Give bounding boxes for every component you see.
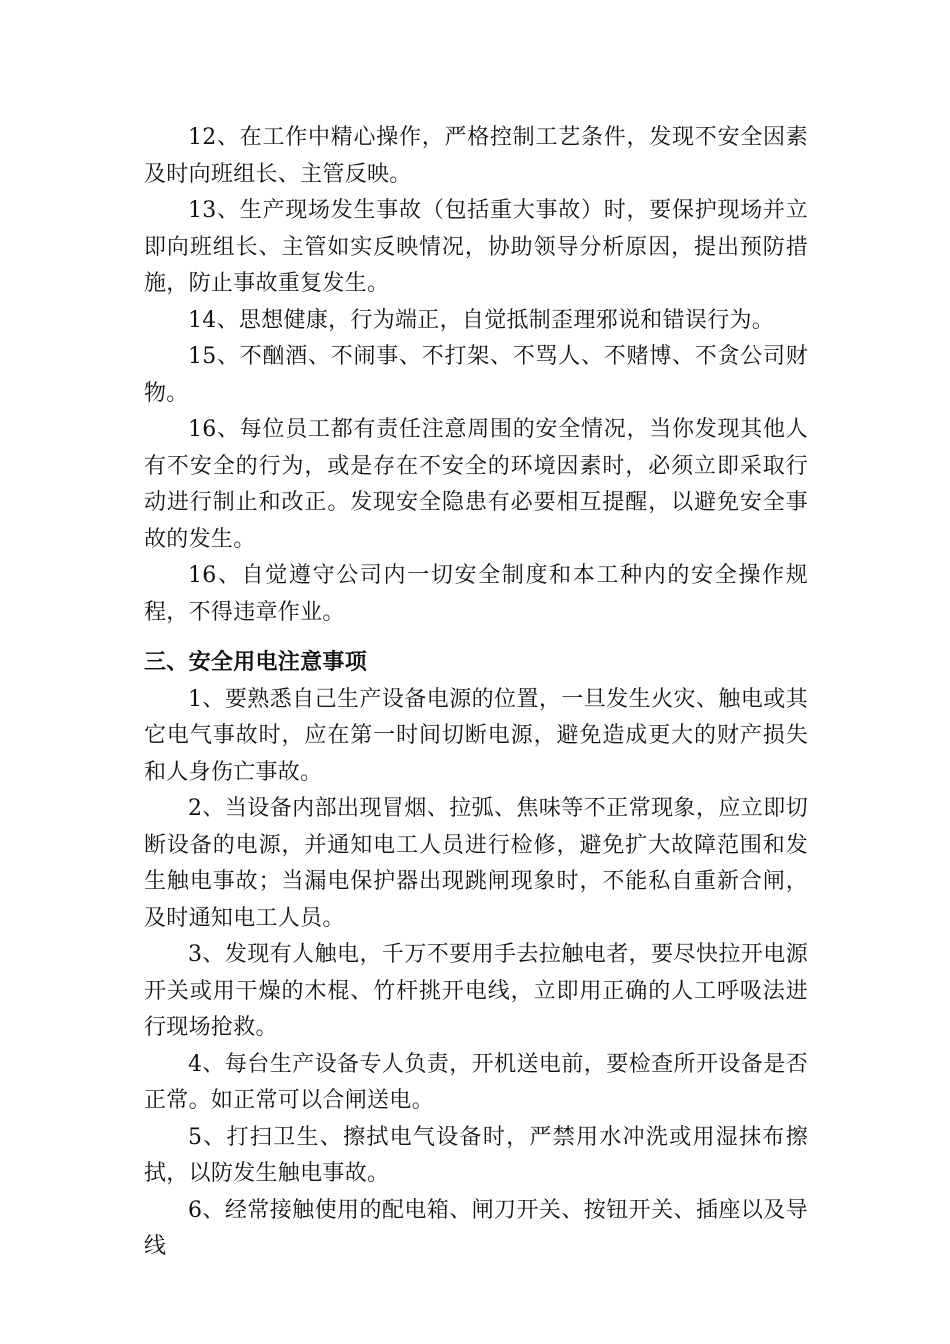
rule-item-14: 14、思想健康，行为端正，自觉抵制歪理邪说和错误行为。 xyxy=(188,307,775,333)
electric-item-1: 1、要熟悉自己生产设备电源的位置，一旦发生火灾、触电或其它电气事故时，应在第一时间切断电源，避免造成更大的财产损失和人身伤亡事故。 xyxy=(144,686,808,785)
electric-item-5: 5、打扫卫生、擦拭电气设备时，严禁用水冲洗或用湿抹布擦拭，以防发生触电事故。 xyxy=(144,1124,808,1186)
document-page xyxy=(144,120,808,1266)
rule-item-12: 12、在工作中精心操作，严格控制工艺条件，发现不安全因素及时向班组长、主管反映。 xyxy=(144,125,808,187)
electric-item-3: 3、发现有人触电，千万不要用手去拉触电者，要尽快拉开电源开关或用干燥的木棍、竹杆挑开电线，立即用正确的人工呼吸法进行现场抢救。 xyxy=(144,942,808,1040)
electric-item-4: 4、每台生产设备专人负责，开机送电前，要检查所开设备是否正常。如正常可以合闸送电。 xyxy=(144,1051,808,1113)
rule-item-15: 15、不酗酒、不闹事、不打架、不骂人、不赌博、不贪公司财物。 xyxy=(144,344,808,406)
section-heading: 三、安全用电注意事项 xyxy=(144,650,368,675)
electric-item-6: 6、经常接触使用的配电箱、闸刀开关、按钮开关、插座以及导线 xyxy=(144,1197,808,1259)
electric-item-2: 2、当设备内部出现冒烟、拉弧、焦味等不正常现象，应立即切断设备的电源，并通知电工人员进行检修，避免扩大故障范围和发生触电事故；当漏电保护器出现跳闸现象时，不能私自重新合闸，及时通知电工人员。 xyxy=(144,796,808,931)
rule-item-16a: 16、每位员工都有责任注意周围的安全情况，当你发现其他人有不安全的行为，或是存在不安全的环境因素时，必须立即采取行动进行制止和改正。发现安全隐患有必要相互提醒，以避免安全事故的发生。 xyxy=(144,417,808,552)
rule-item-16b: 16、自觉遵守公司内一切安全制度和本工种内的安全操作规程，不得违章作业。 xyxy=(144,563,808,625)
rule-item-13: 13、生产现场发生事故（包括重大事故）时，要保护现场并立即向班组长、主管如实反映情况，协助领导分析原因，提出预防措施，防止事故重复发生。 xyxy=(144,198,808,296)
